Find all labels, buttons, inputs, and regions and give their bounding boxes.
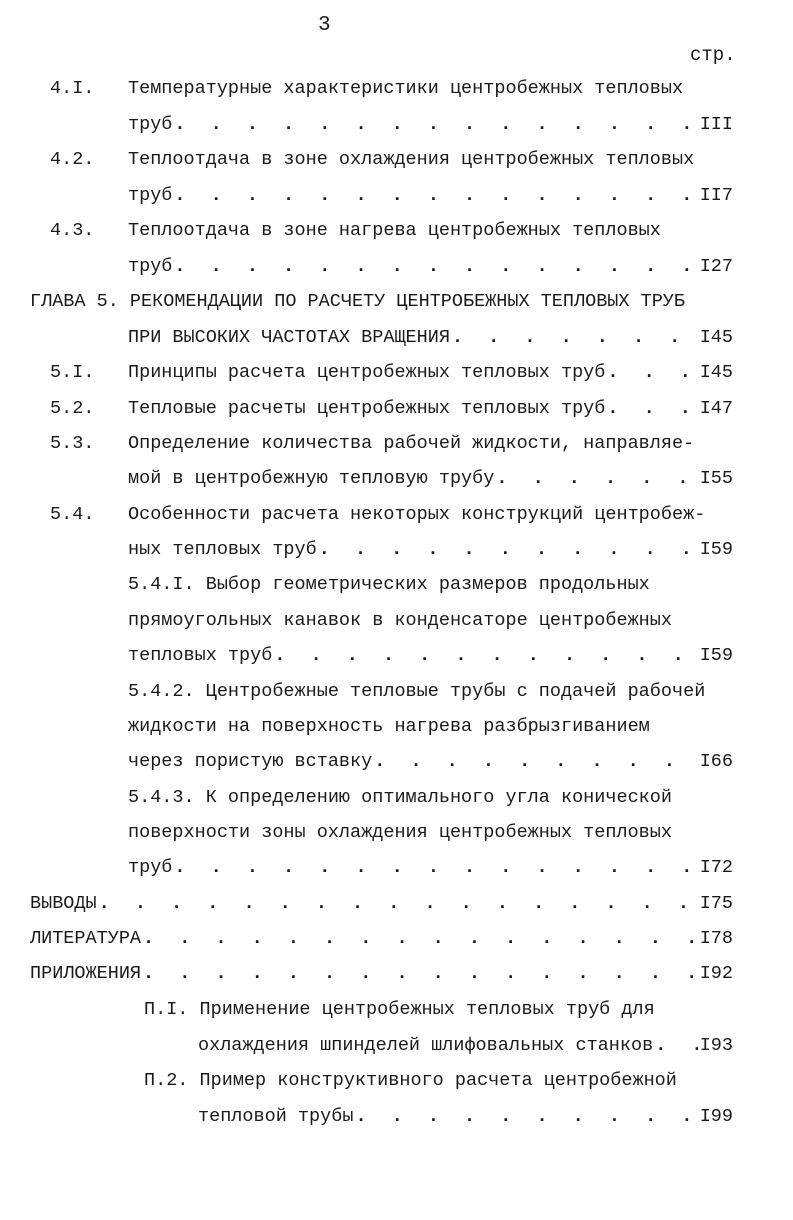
entry-title: Теплоотдача в зоне нагрева центробежных тепловых — [128, 220, 661, 241]
toc-entry-line — [128, 467, 733, 491]
toc-entry-line — [198, 1105, 733, 1129]
entry-number: 4.3. — [50, 220, 95, 241]
page-ref: I59 — [699, 539, 733, 560]
entry-title-cont: труб — [128, 185, 173, 206]
entry-title: Тепловые расчеты центробежных тепловых труб — [128, 398, 606, 419]
toc-entry-line — [128, 113, 733, 137]
subentry-title-cont: через пористую вставку — [128, 751, 373, 772]
dot-leader — [174, 184, 697, 208]
page-number: 3 — [318, 14, 331, 37]
toc-entry-line — [128, 361, 733, 385]
chapter-title: ГЛАВА 5. РЕКОМЕНДАЦИИ ПО РАСЧЕТУ ЦЕНТРОБЕЖНЫХ ТЕПЛОВЫХ ТРУБ — [30, 291, 686, 312]
subentry-title-cont: поверхности зоны охлаждения центробежных тепловых — [128, 822, 672, 843]
subentry-title: 5.4.2. Центробежные тепловые трубы с подачей рабочей — [128, 681, 706, 702]
page-ref: I45 — [699, 362, 733, 383]
section-title: ЛИТЕРАТУРА — [30, 928, 142, 949]
toc-entry-line — [128, 538, 733, 562]
subentry-title-cont: тепловых труб — [128, 645, 273, 666]
entry-number: 5.I. — [50, 362, 95, 383]
appendix-title-cont: охлаждения шпинделей шлифовальных станков — [198, 1035, 654, 1056]
entry-number: 4.2. — [50, 149, 95, 170]
toc-entry-line — [128, 255, 733, 279]
page-ref: I45 — [699, 327, 733, 348]
page-ref: III — [699, 114, 733, 135]
entry-title-cont: ных тепловых труб — [128, 539, 317, 560]
entry-number: 4.I. — [50, 78, 95, 99]
toc-entry-line — [30, 927, 733, 951]
entry-title-cont: мой в центробежную тепловую трубу — [128, 468, 495, 489]
page-ref: II7 — [699, 185, 733, 206]
entry-title: Особенности расчета некоторых конструкций центробеж- — [128, 504, 706, 525]
dot-leader — [655, 1034, 698, 1058]
entry-title: Теплоотдача в зоне охлаждения центробежных тепловых — [128, 149, 695, 170]
dot-leader — [319, 538, 698, 562]
subentry-title: 5.4.3. К определению оптимального угла конической — [128, 787, 672, 808]
dot-leader — [355, 1105, 697, 1129]
dot-leader — [374, 750, 697, 774]
page-ref: I55 — [699, 468, 733, 489]
dot-leader — [174, 113, 697, 137]
page-ref: I78 — [699, 928, 733, 949]
entry-title-cont: труб — [128, 256, 173, 277]
dot-leader — [174, 255, 697, 279]
toc-entry-line — [30, 962, 733, 986]
dot-leader — [143, 962, 698, 986]
entry-title: Температурные характеристики центробежных тепловых — [128, 78, 684, 99]
toc-entry-line — [128, 326, 733, 350]
dot-leader — [99, 892, 698, 916]
entry-number: 5.3. — [50, 433, 95, 454]
section-title: ПРИЛОЖЕНИЯ — [30, 963, 142, 984]
appendix-title: П.I. Применение центробежных тепловых труб для — [144, 999, 655, 1020]
dot-leader — [607, 397, 697, 421]
page-ref: I75 — [699, 893, 733, 914]
toc-entry-line — [30, 892, 733, 916]
appendix-title: П.2. Пример конструктивного расчета центробежной — [144, 1070, 677, 1091]
toc-entry-line — [128, 856, 733, 880]
page-ref: I72 — [699, 857, 733, 878]
pages-column-header: стр. — [690, 44, 736, 66]
page-ref: I99 — [699, 1106, 733, 1127]
entry-title: Определение количества рабочей жидкости, направляе- — [128, 433, 695, 454]
dot-leader — [496, 467, 697, 491]
page-ref: I66 — [699, 751, 733, 772]
toc-entry-line — [198, 1034, 733, 1058]
page-ref: I59 — [699, 645, 733, 666]
toc-entry-line — [128, 750, 733, 774]
toc-entry-line — [128, 397, 733, 421]
subentry-title-cont: жидкости на поверхность нагрева разбрызгиванием — [128, 716, 650, 737]
chapter-title-cont: ПРИ ВЫСОКИХ ЧАСТОТАХ ВРАЩЕНИЯ — [128, 327, 450, 348]
toc-entry-line — [128, 644, 733, 668]
page-ref: I27 — [699, 256, 733, 277]
subentry-title-cont: прямоугольных канавок в конденсаторе центробежных — [128, 610, 672, 631]
dot-leader — [174, 856, 697, 880]
entry-title-cont: труб — [128, 114, 173, 135]
page-ref: I47 — [699, 398, 733, 419]
toc-entry-line — [128, 184, 733, 208]
entry-number: 5.4. — [50, 504, 95, 525]
appendix-title-cont: тепловой трубы — [198, 1106, 354, 1127]
subentry-title-cont: труб — [128, 857, 173, 878]
section-title: ВЫВОДЫ — [30, 893, 97, 914]
subentry-title: 5.4.I. Выбор геометрических размеров продольных — [128, 574, 650, 595]
dot-leader — [143, 927, 698, 951]
dot-leader — [607, 361, 697, 385]
page-ref: I92 — [699, 963, 733, 984]
entry-number: 5.2. — [50, 398, 95, 419]
dot-leader — [452, 326, 698, 350]
entry-title: Принципы расчета центробежных тепловых труб — [128, 362, 606, 383]
page-ref: I93 — [699, 1035, 733, 1056]
dot-leader — [274, 644, 697, 668]
